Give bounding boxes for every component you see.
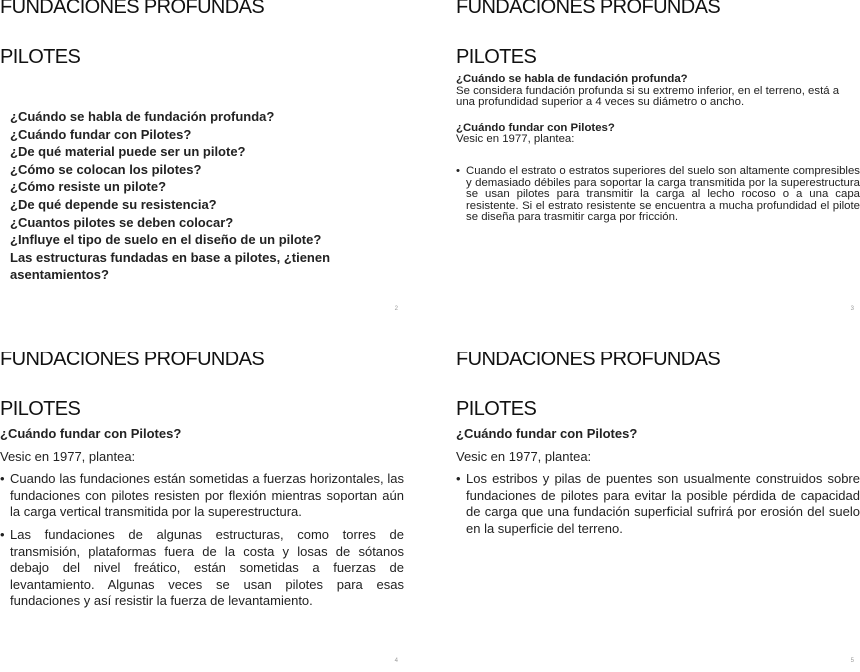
- page-number: 3: [850, 306, 854, 312]
- bullet-icon: •: [456, 164, 460, 177]
- slide-body: [0, 426, 404, 616]
- slide-subtitle: PILOTES: [0, 46, 81, 68]
- question-heading: ¿Cuándo fundar con Pilotes?: [456, 121, 615, 134]
- intro-text: Vesic en 1977, plantea:: [456, 448, 592, 464]
- bullet-text: Cuando las fundaciones están sometidas a fuerzas horizontales, las fundaciones con pilotes resisten por flexión mientras soportan aún la carga vertical transmitida por la superestructura.: [10, 471, 404, 520]
- bullet-text: Las fundaciones de algunas estructuras, como torres de transmisión, plataformas fuera de la costa y losas de sótanos debajo del nivel freático, están sometidas a fuerzas de levantamiento. Algunas veces se usan pilotes para esas fundaciones y así resistir la fuerza de levantamiento.: [10, 526, 404, 609]
- bullet-icon: •: [456, 471, 461, 487]
- page-number: 2: [394, 306, 398, 312]
- slide-3: [456, 0, 860, 320]
- question-heading: ¿Cuándo fundar con Pilotes?: [456, 426, 638, 441]
- slide-2: [0, 0, 408, 320]
- answer-text: Se considera fundación profunda si su extremo inferior, en el terreno, está a una profundidad superior a 4 veces su diámetro o ancho.: [456, 84, 840, 109]
- list-item: [456, 471, 860, 537]
- bullet-text: Cuando el estrato o estratos superiores del suelo son altamente compresibles y demasiado débiles para soportar la carga transmitida por la superestructura se usan pilotes para transmitir la carga al lecho rocoso o a una capa resistente. Si el estrato resistente se encuentra a mucha profundidad el pilote se diseña para trasmitir carga por fricción.: [466, 164, 860, 224]
- list-item: [0, 527, 404, 610]
- list-item: ¿Influye el tipo de suelo en el diseño de un pilote?: [10, 232, 322, 248]
- question-heading: ¿Cuándo se habla de fundación profunda?: [456, 73, 688, 85]
- slide-title: FUNDACIONES PROFUNDAS: [0, 0, 265, 18]
- slide-4: [0, 352, 408, 672]
- slide-title: FUNDACIONES PROFUNDAS: [456, 352, 721, 370]
- list-item: ¿Cuándo se habla de fundación profunda?: [10, 109, 275, 124]
- bullet-list: [456, 166, 860, 224]
- bullet-icon: •: [0, 526, 5, 542]
- page-number: 5: [850, 658, 854, 664]
- bullet-list: [0, 471, 404, 610]
- page-number: 4: [394, 658, 398, 664]
- question-heading: ¿Cuándo fundar con Pilotes?: [0, 426, 182, 441]
- list-item: [456, 166, 860, 224]
- list-item: ¿Cómo resiste un pilote?: [10, 179, 167, 195]
- slide-body: [456, 426, 860, 544]
- bullet-list: [456, 471, 860, 537]
- list-item: ¿Cuantos pilotes se deben colocar?: [10, 214, 234, 230]
- list-item: ¿Cuándo fundar con Pilotes?: [10, 126, 192, 142]
- list-item: ¿De qué material puede ser un pilote?: [10, 144, 246, 160]
- list-item: [0, 471, 404, 521]
- bullet-icon: •: [0, 471, 5, 487]
- slide-subtitle: PILOTES: [0, 398, 81, 420]
- slide-subtitle: PILOTES: [456, 46, 537, 68]
- list-item: Las estructuras fundadas en base a pilotes, ¿tienen asentamientos?: [10, 249, 331, 283]
- bullet-text: Los estribos y pilas de puentes son usualmente construidos sobre fundaciones de pilotes para evitar la posible pérdida de capacidad de carga que una fundación superficial sufrirá por erosión del suelo en la superficie del terreno.: [466, 471, 860, 536]
- intro-text: Vesic en 1977, plantea:: [0, 448, 136, 464]
- slide-5: [456, 352, 860, 672]
- slide-title: FUNDACIONES PROFUNDAS: [0, 352, 265, 370]
- slide-subtitle: PILOTES: [456, 398, 537, 420]
- list-item: ¿Cómo se colocan los pilotes?: [10, 161, 202, 177]
- list-item: ¿De qué depende su resistencia?: [10, 196, 217, 212]
- question-list: [10, 108, 390, 284]
- slide-body: [456, 74, 860, 224]
- slide-title: FUNDACIONES PROFUNDAS: [456, 0, 721, 18]
- intro-text: Vesic en 1977, plantea:: [456, 133, 575, 146]
